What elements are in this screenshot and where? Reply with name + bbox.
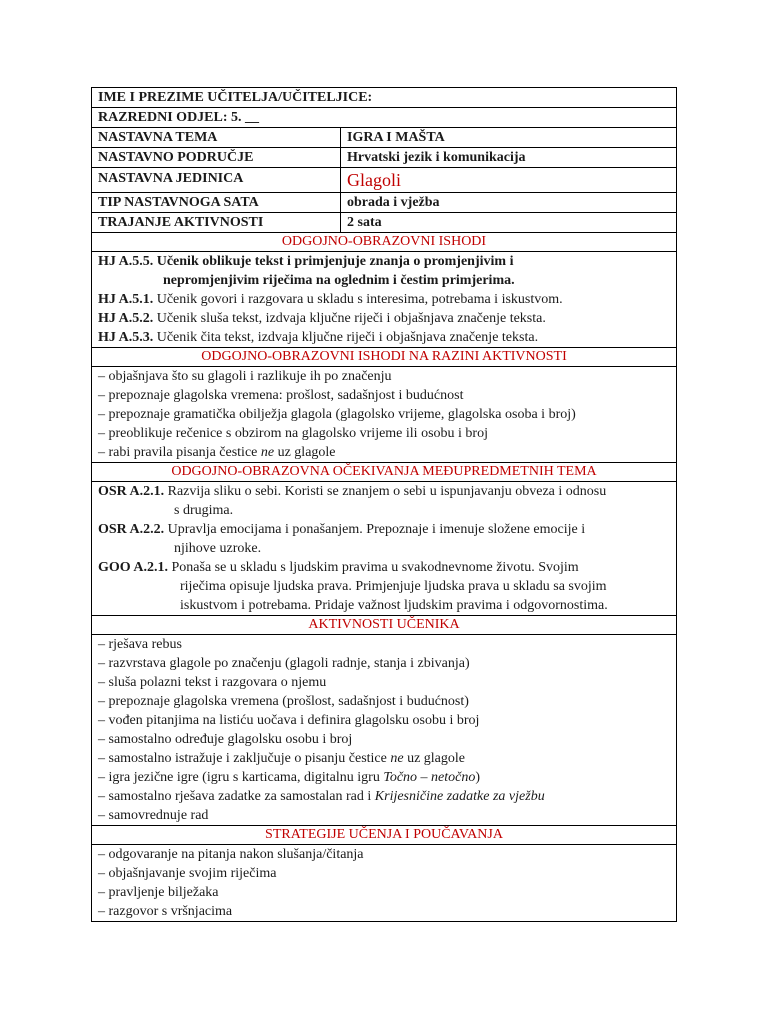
osr2-code: OSR A.2.2. (98, 522, 165, 537)
student-activities-header: AKTIVNOSTI UČENIKA (92, 616, 677, 635)
lesson-plan-table (91, 87, 677, 922)
activity-outcomes-header: ODGOJNO-OBRAZOVNI ISHODI NA RAZINI AKTIVNOSTI (92, 348, 677, 367)
goo-line1 (98, 558, 670, 577)
outcomes-header: ODGOJNO-OBRAZOVNI ISHODI (92, 233, 677, 252)
outcome-item (98, 290, 670, 309)
main-outcome-line1: HJ A.5.5. Učenik oblikuje tekst i primjenjuje znanja o promjenjivim i (98, 254, 514, 269)
list-item: – objašnjavanje svojim riječima (98, 866, 277, 881)
outcomes-header-row (92, 233, 677, 252)
cross-curricular-header: ODGOJNO-OBRAZOVNA OČEKIVANJA MEĐUPREDMETNIH TEMA (92, 463, 677, 482)
student-activities-row (92, 635, 677, 826)
list-item-text: ) (475, 770, 481, 785)
list-item (98, 749, 670, 768)
duration-value: 2 sata (341, 213, 677, 233)
teacher-row (92, 88, 677, 108)
list-item-text: – samostalno istražuje i zaključuje o pisanju čestice (98, 751, 391, 766)
list-item-text: – rabi pravila pisanja čestice (98, 445, 261, 460)
class-label: RAZREDNI ODJEL: 5. __ (92, 108, 677, 128)
outcome-text: Učenik govori i razgovara u skladu s interesima, potrebama i iskustvom. (153, 292, 563, 307)
list-item: – rješava rebus (98, 637, 182, 652)
duration-label: TRAJANJE AKTIVNOSTI (92, 213, 341, 233)
teacher-label: IME I PREZIME UČITELJA/UČITELJICE: (92, 88, 677, 108)
area-value: Hrvatski jezik i komunikacija (341, 148, 677, 168)
activity-outcomes-row (92, 367, 677, 463)
outcome-code: HJ A.5.3. (98, 330, 154, 345)
outcomes-cell (92, 252, 677, 348)
list-item: – prepoznaje glagolska vremena (prošlost, sadašnjost i budućnost) (98, 694, 469, 709)
list-item-text: – samostalno rješava zadatke za samostalan rad i (98, 789, 375, 804)
unit-value: Glagoli (341, 168, 677, 193)
outcomes-row (92, 252, 677, 348)
lesson-plan (91, 87, 676, 922)
osr1-line2: s drugima. (174, 503, 234, 518)
unit-row (92, 168, 677, 193)
area-row (92, 148, 677, 168)
list-item: – samostalno određuje glagolsku osobu i broj (98, 732, 353, 747)
goo-code: GOO A.2.1. (98, 560, 169, 575)
list-item: – objašnjava što su glagoli i razlikuje ih po značenju (98, 369, 392, 384)
list-item (98, 787, 670, 806)
workbook-title: Krijesničine zadatke za vježbu (374, 789, 545, 804)
list-item: – sluša polazni tekst i razgovara o njemu (98, 675, 327, 690)
type-label: TIP NASTAVNOGA SATA (92, 193, 341, 213)
osr2-text: Upravlja emocijama i ponašanjem. Prepoznaje i imenuje složene emocije i (164, 522, 586, 537)
outcome-item (98, 328, 670, 347)
list-item-text: – igra jezične igre (igru s karticama, digitalnu igru (98, 770, 384, 785)
cross-row (92, 482, 677, 616)
main-outcome-line2: nepromjenjivim riječima na oglednim i čestim primjerima. (163, 273, 515, 288)
outcome-code: HJ A.5.2. (98, 311, 154, 326)
list-item: – razgovor s vršnjacima (98, 904, 233, 919)
list-item: – samovrednuje rad (98, 808, 209, 823)
topic-row (92, 128, 677, 148)
particle-word: ne (260, 445, 275, 460)
cross-header-row (92, 463, 677, 482)
outcome-code: HJ A.5.1. (98, 292, 154, 307)
osr1-line1 (98, 482, 670, 501)
class-row (92, 108, 677, 128)
osr2-line2: njihove uzroke. (174, 541, 262, 556)
list-item: – prepoznaje glagolska vremena: prošlost, sadašnjost i budućnost (98, 388, 464, 403)
list-item (98, 768, 670, 787)
topic-label: NASTAVNA TEMA (92, 128, 341, 148)
list-item: – razvrstava glagole po značenju (glagoli radnje, stanja i zbivanja) (98, 656, 470, 671)
strategies-row (92, 845, 677, 922)
game-title: Točno – netočno (383, 770, 476, 785)
osr2-line1 (98, 520, 670, 539)
goo-text: Ponaša se u skladu s ljudskim pravima u svakodnevnome životu. Svojim (168, 560, 579, 575)
type-value: obrada i vježba (341, 193, 677, 213)
topic-value: IGRA I MAŠTA (341, 128, 677, 148)
list-item: – vođen pitanjima na listiću uočava i definira glagolsku osobu i broj (98, 713, 480, 728)
osr1-code: OSR A.2.1. (98, 484, 165, 499)
strategies-cell (92, 845, 677, 922)
list-item (98, 443, 670, 462)
unit-label: NASTAVNA JEDINICA (92, 168, 341, 193)
list-item: – preoblikuje rečenice s obzirom na glagolsko vrijeme ili osobu i broj (98, 426, 488, 441)
duration-row (92, 213, 677, 233)
type-row (92, 193, 677, 213)
goo-line3: iskustvom i potrebama. Pridaje važnost ljudskim pravima i odgovornostima. (180, 598, 608, 613)
osr1-text: Razvija sliku o sebi. Koristi se znanjem o sebi u ispunjavanju obveza i odnosu (164, 484, 607, 499)
outcome-item (98, 309, 670, 328)
student-activities-cell (92, 635, 677, 826)
list-item-text: uz glagole (274, 445, 336, 460)
outcome-text: Učenik čita tekst, izdvaja ključne riječi i objašnjava značenje teksta. (153, 330, 539, 345)
student-activities-header-row (92, 616, 677, 635)
particle-word: ne (390, 751, 404, 766)
list-item: – odgovaranje na pitanja nakon slušanja/čitanja (98, 847, 364, 862)
activity-outcomes-header-row (92, 348, 677, 367)
area-label: NASTAVNO PODRUČJE (92, 148, 341, 168)
outcome-text: Učenik sluša tekst, izdvaja ključne riječi i objašnjava značenje teksta. (153, 311, 546, 326)
goo-line2: riječima opisuje ljudska prava. Primjenjuje ljudska prava u skladu sa svojim (180, 579, 607, 594)
strategies-header: STRATEGIJE UČENJA I POUČAVANJA (92, 826, 677, 845)
strategies-header-row (92, 826, 677, 845)
list-item-text: uz glagole (403, 751, 465, 766)
activity-outcomes-cell (92, 367, 677, 463)
cross-curricular-cell (92, 482, 677, 616)
list-item: – prepoznaje gramatička obilježja glagola (glagolsko vrijeme, glagolska osoba i broj) (98, 407, 576, 422)
list-item: – pravljenje bilježaka (98, 885, 219, 900)
